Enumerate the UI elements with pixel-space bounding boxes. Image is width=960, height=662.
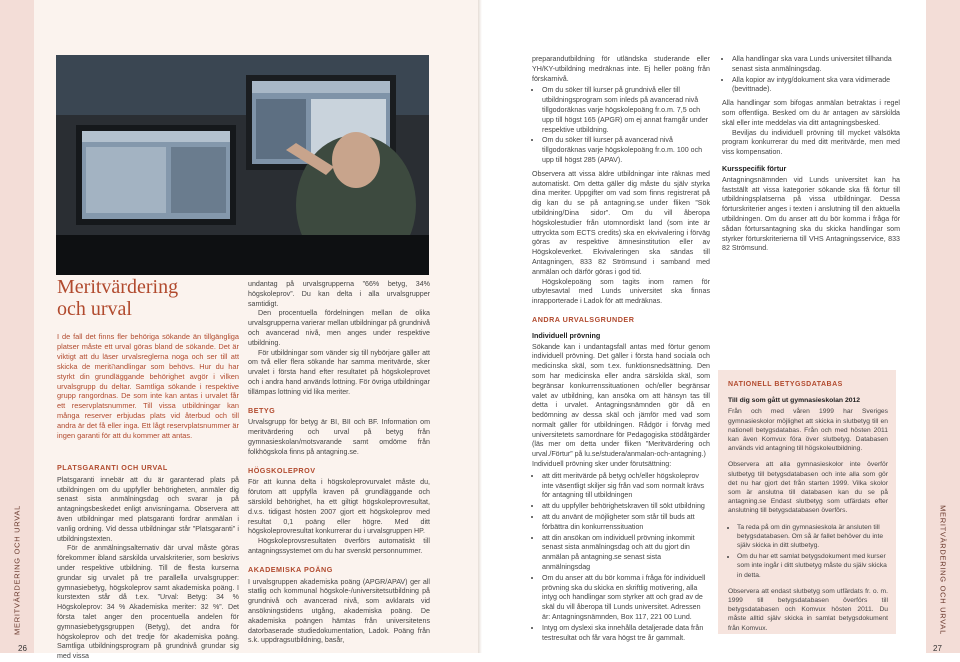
list-item: • Ta reda på om din gymnasieskola är ansluten till betygsdatabasen. Om så är fallet behöver du inte själv skicka in ditt slutbetyg. xyxy=(737,523,888,551)
paragraph: För de anmälningsalternativ där urval måste göras förekommer ibland särskilda urvalskriterier, som beskrivs under respektive utbildning. Till de flesta kurserna grundar sig urvalet på tre parallella urvalsgrupper: gymnasiebetyg, högskoleprov samt akademiska poäng. I kurstexten står då t.ex. ”Urval: Betyg: 34 % Högskoleprov: 34 % Akademiska meriter: 32 %”. Det första talet anger den procentuella andelen för gymnasiebetygsgruppen (Betyg), det andra för högskoleprov och det tredje för akademiska poäng. Samtliga utbildningsprogram på grundnivå grundar sig med vissa xyxy=(57,544,239,661)
paragraph: Sökande kan i undantagsfall antas med förtur genom individuell prövning. Det gäller i första hand sociala och medicinska skäl, som t.ex. funktionsnedsättning. Den som har medicinska eller andra särskilda skäl, som begränsar konkurrenssituationen och/eller begränsar valet av utbildning, kan ansöka om att hänsyn tas till detta i urvalet. Antagningsnämnden gör då en bedömning av dessa skäl och jämför med vad som normalt gäller för utbildningen. Rådgör i förväg med universitetets samordnare för Pedagogiska stödåtgärder (läs mer om detta under fliken ”Meritvärdering och urval./Förtur” på lu.se/studera/anmalan-och-antagning.) xyxy=(532,342,710,459)
paragraph: För utbildningar som vänder sig till nybörjare gäller att om två eller flera sökande har samma meritvärde, sker urvalet i första hand efter resultatet på högskoleprovet och i andra hand används lottning. För övriga utbildningar tillämpas lottning vid lika meriter. xyxy=(248,348,430,396)
page-title xyxy=(57,276,257,320)
column-4 xyxy=(722,55,900,254)
column-3 xyxy=(532,55,710,647)
paragraph: För att kunna delta i högskoleprovurvalet måste du, förutom att uppfylla kraven på grundläggande och särskild behörighet, ha ett giltigt högskoleprovresultat, d.v.s. tidigast hösten 2007 gjort ett högskoleprov med resultat 0,1 poäng eller högre. Med ditt högskoleprovresultat konkurrerar du i urvalsgruppen HP. xyxy=(248,478,430,536)
paragraph: Antagningsnämnden vid Lunds universitet kan ha fastställt att vissa kategorier sökande ska få förtur till utbildningsplatserna på vissa utbildningar. Dessa förturskriterier anges i texten i anslutning till den aktuella utbildningen. Om du anser att du bör komma i fråga för sådan förtursantagning ska du skicka handlingar som styrker förturskriterierna till VHS Antagningsservice, 833 82 Strömsund. xyxy=(722,175,900,253)
page-number-left: 26 xyxy=(18,644,27,653)
subheading-individuell-provning: Individuell prövning xyxy=(532,330,601,340)
paragraph: Högskoleprovsresultaten överförs automatiskt till antagningssystemet om du har svenskt personnummer. xyxy=(248,537,430,555)
list-item: • Om du har ett samlat betygsdokument med kurser som inte ingår i ditt slutbetyg måste du själv skicka in detta. xyxy=(737,552,888,580)
title-line-2: och urval xyxy=(57,298,132,320)
list-item: • att ditt meritvärde på betyg och/eller högskoleprov inte väsentligt skiljer sig från vad som normalt krävs för antagning till utbildningen xyxy=(542,472,710,501)
bullet-list xyxy=(532,472,710,644)
paragraph: Alla handlingar som bifogas anmälan betraktas i regel som offentliga. Besked om du är antagen av särskilda skäl eller inte meddelas via ditt antagningsbesked. xyxy=(722,99,900,127)
paragraph: undantag på urvalsgrupperna ”66% betyg, 34% högskoleprov”. Du kan delta i alla urvalsgrupper samtidigt. xyxy=(248,280,430,308)
list-item: • Om du söker till kurser på grundnivå eller till utbildningsprogram som inleds på avancerad nivå tillgodoräknas varje högskolepoäng fr.o.m. 7,5 och upp till högst 165 (APGR) om ej annat framgår under respektive utbildning. xyxy=(542,86,710,135)
intro-text: I de fall det finns fler behöriga sökande än tillgängliga platser måste ett urval göras bland de sökande. Det är viktigt att du läser urvalsreglerna noga och ser till att skicka de meritהandlingar som behövs. Hur du har styrkt din grundläggande behörighet avgör i vilken urvalsgrupp du deltar. Samtliga sökande i respektive grupp rangordnas. De som inte kan antas i urvalet får ett reservplatsnummer. Till vissa utbildningar kan många reserver erbjudas plats vid återbud och till andra är det få eller inga. Ett lågt reservplatsnummer är ingen garanti för att du kommer att antas. xyxy=(57,332,239,441)
paragraph: Individuell prövning sker under förutsättning: xyxy=(532,460,672,469)
heading-betyg: BETYG xyxy=(248,405,276,415)
bullet-list xyxy=(532,86,710,165)
list-item: • Alla kopior av intyg/dokument ska vara vidimerade (bevittnade). xyxy=(732,76,900,96)
list-item: • att din ansökan om individuell prövning inkommit senast sista anmälningsdag och att du gjort din anmälan på antagning.se senast sista anmälningsdag xyxy=(542,534,710,573)
list-item: • att du använt de möjligheter som står till buds att förbättra din konkurrenssituation xyxy=(542,513,710,533)
paragraph: Platsgaranti innebär att du är garanterad plats på utbildningen om du uppfyller behörigheten, anmäler dig senast sista anmälningsdag och svarar ja på antagningsbeskedet enligt anvisningarna. Observera att även utbildningar med platsgaranti fordrar anmälan i vanlig ordning. Vid dessa utbildningar står ”Platsgaranti” i utbildningstexten. xyxy=(57,475,239,543)
info-box-content xyxy=(728,380,888,640)
info-box-betygsdatabas xyxy=(718,370,896,634)
heading-platsgaranti: PLATSGARANTI OCH URVAL xyxy=(57,463,168,472)
title-line-1: Meritvärdering xyxy=(57,276,179,298)
heading-hogskoleprov: HÖGSKOLEPROV xyxy=(248,465,316,475)
side-label-right: MERITVÄRDERING OCH URVAL xyxy=(938,505,948,635)
list-item: • att du uppfyller behörighetskraven till sökt utbildning xyxy=(542,502,710,512)
list-item: • Alla handlingar ska vara Lunds universitet tillhanda senast sista anmälningsdag. xyxy=(732,55,900,75)
box-heading: NATIONELL BETYGSDATABAS xyxy=(728,381,843,388)
subheading-kursspecifik-fortur: Kursspecifik förtur xyxy=(722,163,787,173)
column-2 xyxy=(248,280,430,646)
paragraph: Observera att vissa äldre utbildningar inte räknas med automatiskt. Om detta gäller dig måste du själv styrka dina meriter. Uppgifter om vad som finns registrerat på dig kan du se på antagning.se under fliken ”Sök utbildning/Dina sidor”. Om du vill åberopa högskolestudier från utomnordiskt land (som inte är uttryckta som ECTS credits) ska en ekvivalering i förväg göras av respektive ämnesinstitution eller av Högskoleverket. Ekvivaleringen ska sändas till Antagningen, 833 82 Strömsund i samband med anmälan och därför göras i god tid. xyxy=(532,169,710,276)
list-item: • Intyg om dyslexi ska innehålla detaljerade data från testresultat och får vara högst tre år gammalt. xyxy=(542,624,710,644)
paragraph: preparandutbildning för utländska studerande eller YH/KY-utbildning medräknas inte. Ej heller poäng från förskarnivå. xyxy=(532,55,710,83)
paragraph: I urvalsgruppen akademiska poäng (APGR/APAV) ger all statlig och kommunal högskole-/universitetsutbildning på grundnivå och avancerad nivå, som avklarats vid ansökningstidens utgång, akademiska poäng. De akademiska poängen hämtas från universitetens datorbaserade studiedokumentation, Ladok. Poäng från s.k. uppdragsutbildning, basår, xyxy=(248,577,430,645)
paragraph: Högskolepoäng som tagits inom ramen för utbytesavtal med Lunds universitet ska finnas inrapporterade i Ladok för att medräknas. xyxy=(532,277,710,306)
paragraph: Beviljas du individuell prövning till mycket välsökta program konkurrerar du med ditt meritvärde, men med viss kompensation. xyxy=(722,128,900,157)
paragraph: Den procentuella fördelningen mellan de olika urvalsgrupperna varierar mellan utbildningar på grundnivå och avancerad nivå, men anges under respektive utbildning. xyxy=(248,309,430,347)
list-item: • Om du anser att du bör komma i fråga för individuell prövning ska du skicka en skriftlig motivering, alla intyg och handlingar som styrker att och grad av de skäl du vill åberopa till Lunds universitet. Adressen är: Antagningsnämnden, Box 117, 221 00 Lund. xyxy=(542,574,710,623)
side-label-left: MERITVÄRDERING OCH URVAL xyxy=(12,505,22,635)
page-number-right: 27 xyxy=(933,644,942,653)
photo-person-at-monitors xyxy=(56,55,429,275)
paragraph: Från och med våren 1999 har Sveriges gymnasieskolor möjlighet att skicka in slutbetyg till en nationell betygsdatabas. Från och med hösten 2011 kan även Komvux föra över slutbetyg. Databasen används vid antagning till högskoleutbildning. xyxy=(728,408,888,453)
heading-andra-urvalsgrunder: ANDRA URVALSGRUNDER xyxy=(532,314,635,324)
column-1 xyxy=(57,455,239,662)
list-item: • Om du söker till kurser på avancerad nivå tillgodoräknas varje högskolepoäng fr.o.m. 100 och upp till högst 285 (APAV). xyxy=(542,136,710,165)
paragraph: Observera att endast slutbetyg som utfärdats fr. o. m. 1999 till betygsdatabasen överförs till betygsdatabasen och Komvux hösten 2011. Du måste alltid själv skicka in samlat betygsdokument från Komvux. xyxy=(728,587,888,632)
box-subheading: Till dig som gått ut gymnasieskolan 2012 xyxy=(728,397,861,405)
bullet-list xyxy=(728,523,888,580)
paragraph: Observera att alla gymnasieskolor inte överför slutbetyg till betygsdatabasen och inte alla som gör det nu har gjort det från starten 1999. Vilka skolor som är anslutna till databasen kan du se på antagning.se Endast slutbetyg som utfärdats efter anslutning till betygsdatabasen överförs. xyxy=(728,461,888,515)
bullet-list xyxy=(722,55,900,95)
heading-akademiska-poang: AKADEMISKA POÄNG xyxy=(248,564,333,574)
page-gutter xyxy=(478,0,482,653)
paragraph: Urvalsgrupp för betyg är BI, BII och BF. Information om meritvärdering och urval på betyg från gymnasieskolan/motsvarande samt omdöme från folkhögskola finns på antagning.se. xyxy=(248,418,430,456)
